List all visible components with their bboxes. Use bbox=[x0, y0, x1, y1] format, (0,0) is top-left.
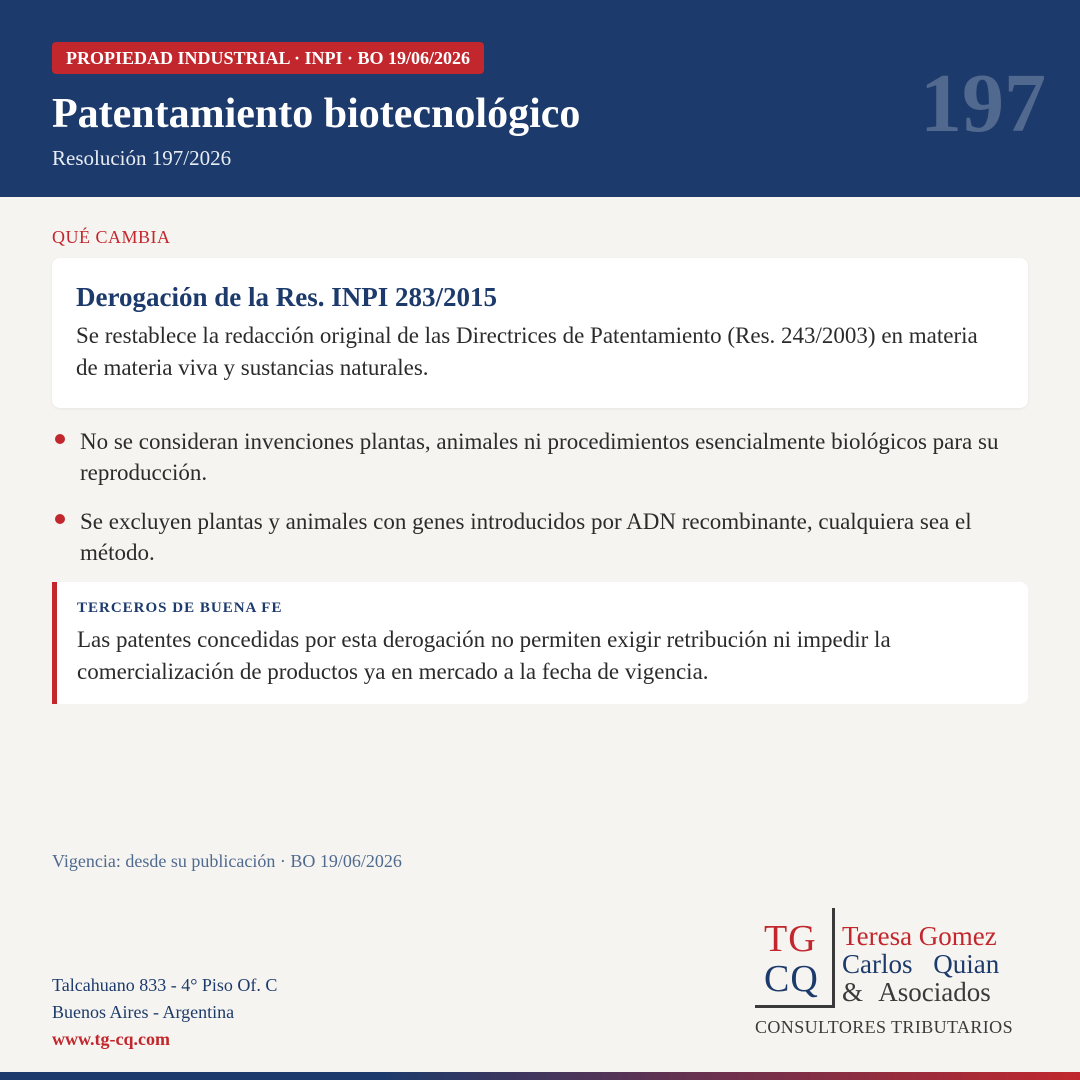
vigencia-note: Vigencia: desde su publicación · BO 19/06/2026 bbox=[52, 851, 402, 871]
card-body: Se restablece la redacción original de las Directrices de Patentamiento (Res. 243/2003) en materia de materia viva y sustancias naturales. bbox=[76, 323, 978, 380]
logo-name-line: Carlos Quian bbox=[842, 949, 1000, 979]
logo-mark bbox=[755, 908, 835, 1008]
logo-name-line: Teresa Gomez bbox=[842, 921, 997, 951]
list-item bbox=[52, 426, 1032, 488]
callout-box bbox=[52, 582, 1028, 704]
resolution-subtitle: Resolución 197/2026 bbox=[52, 146, 232, 170]
logo-mark-bottom: CQ bbox=[764, 958, 819, 1000]
address-line: Talcahuano 833 - 4° Piso Of. C bbox=[52, 975, 278, 995]
company-logo bbox=[755, 908, 1045, 1043]
category-badge: PROPIEDAD INDUSTRIAL · INPI · BO 19/06/2026 bbox=[52, 42, 484, 74]
footer-address bbox=[52, 972, 277, 1053]
bottom-accent-bar bbox=[0, 1072, 1080, 1080]
header-banner bbox=[0, 0, 1080, 197]
logo-name-line: & Asociados bbox=[842, 977, 991, 1007]
bullet-dot-icon bbox=[55, 434, 65, 444]
logo-tagline: CONSULTORES TRIBUTARIOS bbox=[755, 1017, 1013, 1037]
card-title: Derogación de la Res. INPI 283/2015 bbox=[76, 282, 497, 312]
section-label: QUÉ CAMBIA bbox=[52, 227, 171, 247]
list-item bbox=[52, 506, 1032, 568]
callout-body: Las patentes concedidas por esta derogación no permiten exigir retribución ni impedir la comercialización de productos ya en mercado a la fecha de vigencia. bbox=[77, 627, 891, 684]
list-item-text: Se excluyen plantas y animales con genes introducidos por ADN recombinante, cualquiera sea el método. bbox=[80, 509, 972, 565]
change-card bbox=[52, 258, 1028, 408]
list-item-text: No se consideran invenciones plantas, animales ni procedimientos esencialmente biológicos para su reproducción. bbox=[80, 429, 999, 485]
resolution-number: 197 bbox=[920, 57, 1046, 150]
bullet-list bbox=[52, 426, 1032, 568]
address-line: Buenos Aires - Argentina bbox=[52, 1002, 235, 1022]
bullet-dot-icon bbox=[55, 514, 65, 524]
website-link[interactable]: www.tg-cq.com bbox=[52, 1029, 170, 1049]
page-title: Patentamiento biotecnológico bbox=[52, 91, 581, 137]
logo-mark-top: TG bbox=[764, 918, 817, 960]
callout-title: TERCEROS DE BUENA FE bbox=[77, 600, 283, 616]
